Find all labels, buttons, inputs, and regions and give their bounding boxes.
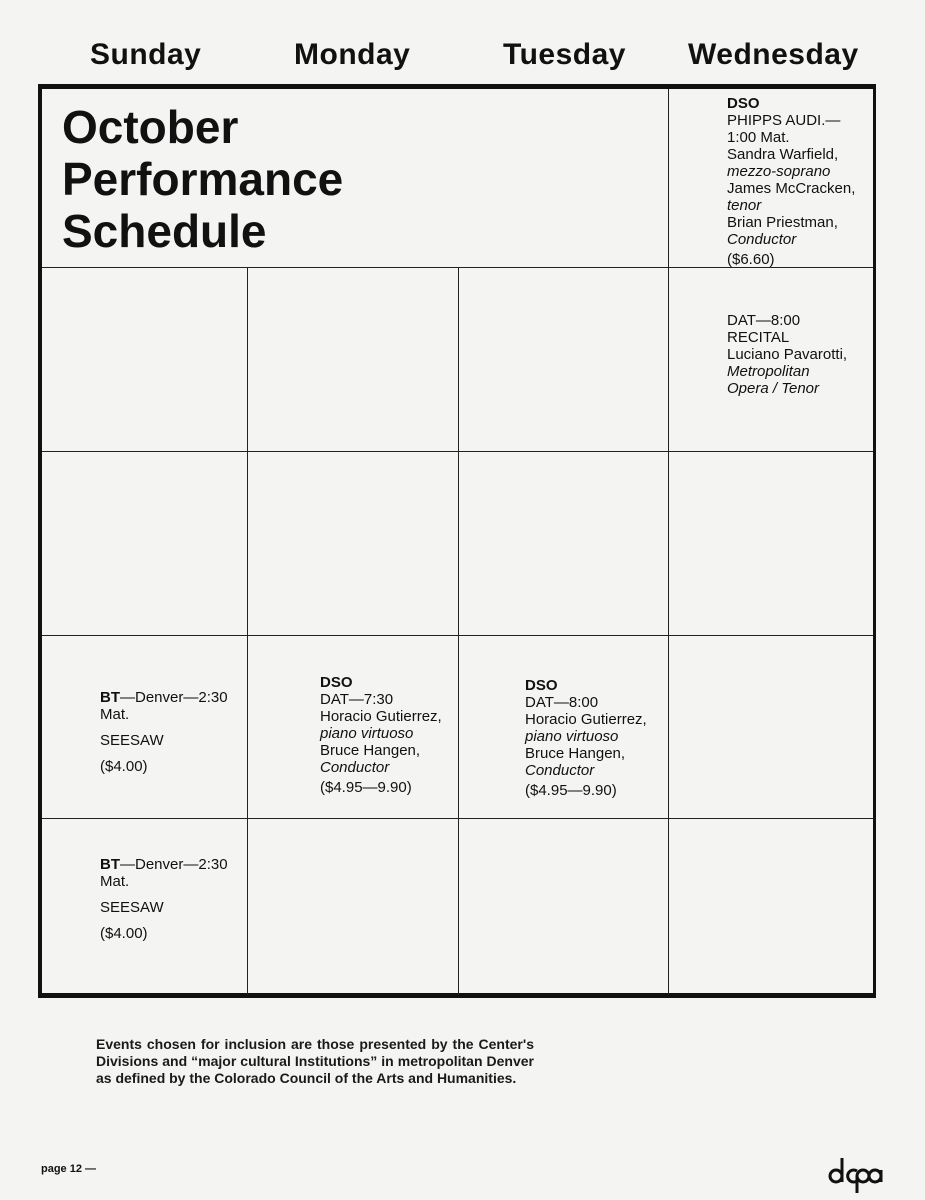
event-seesaw: [100, 856, 228, 942]
event-venue-time: DAT—7:30: [320, 691, 394, 708]
event-price: ($4.95—9.90): [525, 782, 617, 799]
calendar-cell-tue-week4: [459, 636, 669, 819]
event-role: tenor: [727, 197, 762, 214]
title-line: Performance: [62, 153, 344, 205]
event-division: BT: [100, 856, 120, 873]
page-number: page 12 —: [41, 1163, 97, 1175]
event-role: Conductor: [525, 762, 595, 779]
title-line: Schedule: [62, 205, 267, 257]
event-seesaw: [100, 689, 228, 775]
event-performer: Bruce Hangen,: [320, 742, 421, 759]
event-role: piano virtuoso: [525, 728, 619, 745]
title-cell: [42, 89, 669, 268]
event-division: DSO: [320, 674, 353, 691]
calendar-cell-tue-week5: [459, 819, 669, 995]
event-performer: Horacio Gutierrez,: [320, 708, 442, 725]
calendar-cell-wed-week5: [669, 819, 873, 995]
calendar-cell-tue-week2: [459, 268, 669, 452]
event-time: 1:00 Mat.: [727, 129, 790, 146]
event-venue-time: —Denver—2:30: [120, 856, 228, 873]
event-performer: Bruce Hangen,: [525, 745, 626, 762]
calendar-cell-sun-week4: [42, 636, 248, 819]
event-price: ($4.00): [100, 758, 148, 775]
page-title: [62, 101, 343, 257]
event-venue-time: DAT—8:00: [525, 694, 599, 711]
event-performer: James McCracken,: [727, 180, 856, 197]
calendar-cell-wed-week4: [669, 636, 873, 819]
event-role: Conductor: [727, 231, 797, 248]
event-performer: Brian Priestman,: [727, 214, 838, 231]
calendar-cell-mon-week4: [248, 636, 459, 819]
event-dso-gutierrez: [320, 674, 442, 796]
day-header-monday: Monday: [294, 38, 411, 71]
event-time: Mat.: [100, 706, 130, 723]
event-time: Mat.: [100, 873, 130, 890]
event-pavarotti-recital: [727, 312, 847, 397]
calendar-cell-wed-week2: [669, 268, 873, 452]
calendar-cell-tue-week3: [459, 452, 669, 636]
calendar-cell-sun-week2: [42, 268, 248, 452]
calendar-cell-mon-week2: [248, 268, 459, 452]
footnote: Events chosen for inclusion are those presented by the Center's Divisions and “major cultural Institutions” in metropolitan Denver as defined by the Colorado Council of the Arts and Humanities.: [96, 1036, 534, 1086]
event-show: SEESAW: [100, 899, 164, 916]
calendar-cell-mon-week5: [248, 819, 459, 995]
event-role: Conductor: [320, 759, 390, 776]
day-header-sunday: Sunday: [90, 38, 202, 71]
event-role: mezzo-soprano: [727, 163, 831, 180]
calendar-cell-mon-week3: [248, 452, 459, 636]
calendar-cell-wed-week1: [669, 89, 873, 268]
day-header-tuesday: Tuesday: [503, 38, 626, 71]
day-header-wednesday: Wednesday: [688, 38, 859, 71]
event-dso-gutierrez: [525, 677, 647, 799]
event-division: DSO: [727, 95, 760, 112]
event-venue: PHIPPS AUDI.—: [727, 112, 841, 129]
event-division: BT: [100, 689, 120, 706]
calendar-grid: [38, 84, 876, 998]
event-division: DSO: [525, 677, 558, 694]
event-performer: Horacio Gutierrez,: [525, 711, 647, 728]
event-type: RECITAL: [727, 329, 790, 346]
event-performer: Sandra Warfield,: [727, 146, 839, 163]
event-role: Opera / Tenor: [727, 380, 819, 397]
event-dso-phipps: [727, 95, 855, 268]
calendar-cell-wed-week3: [669, 452, 873, 636]
event-price: ($6.60): [727, 251, 775, 268]
event-venue-time: DAT—8:00: [727, 312, 801, 329]
event-price: ($4.00): [100, 925, 148, 942]
title-line: October: [62, 101, 239, 153]
calendar-cell-sun-week5: [42, 819, 248, 995]
event-venue-time: —Denver—2:30: [120, 689, 228, 706]
event-show: SEESAW: [100, 732, 164, 749]
event-performer: Luciano Pavarotti,: [727, 346, 848, 363]
dcpa-logo: [827, 1150, 883, 1194]
event-role: Metropolitan: [727, 363, 810, 380]
calendar-cell-sun-week3: [42, 452, 248, 636]
event-price: ($4.95—9.90): [320, 779, 412, 796]
event-role: piano virtuoso: [320, 725, 414, 742]
